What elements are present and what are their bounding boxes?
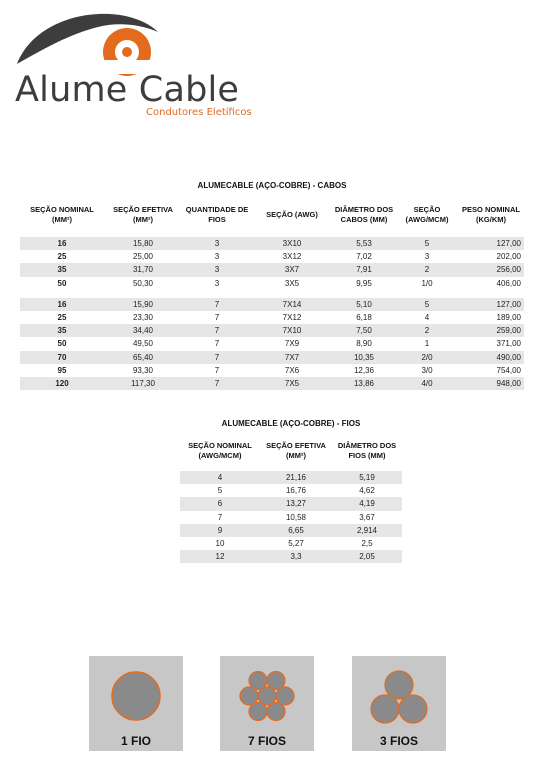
table-cell: 256,00 — [458, 263, 524, 276]
table-cell: 2/0 — [396, 351, 458, 364]
table-cell: 3X5 — [284, 278, 300, 288]
table-cell: 9,95 — [356, 278, 372, 288]
table-cell: 49,50 — [132, 339, 154, 349]
table-cell: 4 — [180, 471, 260, 484]
header-fios-diametro: DIÂMETRO DOS FIOS (MM) — [337, 441, 397, 460]
table-cell: 12 — [180, 550, 260, 563]
cabos-table-title: ALUMECABLE (AÇO-COBRE) - CABOS — [197, 181, 347, 190]
table-cell: 3,67 — [359, 512, 375, 522]
brand-name: Alume Cable — [15, 70, 240, 110]
table-cell: 490,00 — [458, 351, 524, 364]
illustration-label: 1 FIO — [120, 734, 151, 748]
table-cell: 31,70 — [104, 263, 182, 276]
table-cell: 7,02 — [356, 252, 372, 262]
illustration-label: 3 FIOS — [379, 734, 418, 748]
table-cell: 4,62 — [359, 486, 375, 496]
table-row — [20, 324, 524, 337]
cabos-table — [20, 192, 524, 390]
table-cell: 35 — [20, 324, 104, 337]
table-cell: 259,00 — [458, 324, 524, 337]
table-row — [20, 263, 524, 276]
table-cell: 3 — [214, 252, 220, 262]
table-cell: 7X7 — [252, 351, 332, 364]
table-cell: 120 — [20, 377, 104, 390]
header-secao-nominal: SEÇÃO NOMINAL (MM²) — [30, 204, 94, 224]
header-quantidade-fios: QUANTIDADE DE FIOS — [185, 204, 249, 224]
table-row — [180, 484, 402, 497]
table-cell: 21,16 — [260, 471, 332, 484]
table-cell: 25 — [57, 252, 67, 262]
header-peso-nominal: PESO NOMINAL (KG/KM) — [462, 204, 520, 224]
table-row — [180, 497, 402, 510]
table-cell: 7 — [214, 313, 220, 323]
table-cell: 7 — [214, 365, 220, 375]
table-cell: 7 — [182, 351, 252, 364]
table-cell: 3 — [182, 237, 252, 250]
brand-tagline: Condutores Eletíficos — [146, 107, 252, 118]
brand-logo — [0, 0, 300, 130]
table-cell: 371,00 — [496, 339, 521, 349]
table-cell: 25 — [57, 313, 67, 323]
table-cell: 65,40 — [104, 351, 182, 364]
table-row — [180, 550, 402, 563]
table-cell: 1/0 — [421, 278, 433, 288]
table-cell: 6,65 — [260, 524, 332, 537]
table-cell: 7X14 — [252, 298, 332, 311]
table-cell: 5 — [396, 237, 458, 250]
header-secao-awg-mcm: SEÇÃO (AWG/MCM) — [405, 204, 449, 224]
table-cell: 15,80 — [104, 237, 182, 250]
table-cell: 9 — [180, 524, 260, 537]
header-diametro-cabos: DIÂMETRO DOS CABOS (MM) — [334, 204, 394, 224]
table-cell: 10,58 — [285, 512, 307, 522]
cabos-header-row — [20, 192, 524, 237]
table-spacer-row — [20, 290, 524, 298]
table-row — [20, 237, 524, 250]
table-cell: 7 — [182, 377, 252, 390]
table-cell: 7 — [182, 298, 252, 311]
table-cell: 7X12 — [282, 313, 302, 323]
table-cell: 3 — [214, 278, 220, 288]
illustration-1-fio — [89, 656, 183, 751]
table-row — [180, 471, 402, 484]
table-cell: 4,19 — [332, 497, 402, 510]
table-row — [180, 537, 402, 550]
table-cell: 5 — [396, 298, 458, 311]
table-cell: 202,00 — [496, 252, 521, 262]
table-cell: 6 — [180, 497, 260, 510]
table-cell: 5,53 — [332, 237, 396, 250]
table-cell: 189,00 — [496, 313, 521, 323]
table-cell: 7 — [217, 512, 223, 522]
table-row — [20, 311, 524, 324]
table-cell: 7X5 — [252, 377, 332, 390]
table-cell: 3X7 — [252, 263, 332, 276]
table-row — [20, 277, 524, 290]
table-cell: 2 — [396, 263, 458, 276]
table-cell: 3X12 — [282, 252, 302, 262]
table-cell: 7X10 — [252, 324, 332, 337]
table-cell: 8,90 — [356, 339, 372, 349]
table-cell: 127,00 — [458, 237, 524, 250]
table-cell: 95 — [57, 365, 67, 375]
table-row — [20, 351, 524, 364]
table-cell: 50,30 — [132, 278, 154, 288]
table-cell: 7X6 — [284, 365, 300, 375]
table-cell: 406,00 — [496, 278, 521, 288]
table-cell: 13,86 — [332, 377, 396, 390]
table-cell: 5,10 — [332, 298, 396, 311]
table-cell: 16 — [20, 237, 104, 250]
table-row — [20, 337, 524, 350]
table-cell: 10,35 — [332, 351, 396, 364]
table-cell: 7 — [214, 339, 220, 349]
table-row — [20, 364, 524, 377]
table-cell: 50 — [57, 278, 67, 288]
table-cell: 7,50 — [332, 324, 396, 337]
spacer-cell — [20, 290, 524, 298]
table-cell: 93,30 — [132, 365, 154, 375]
table-cell: 2,5 — [361, 539, 373, 549]
header-secao-efetiva: SEÇÃO EFETIVA (MM²) — [113, 204, 173, 224]
table-cell: 6,18 — [356, 313, 372, 323]
table-cell: 34,40 — [104, 324, 182, 337]
illustration-7-fios — [220, 656, 314, 751]
table-cell: 127,00 — [458, 298, 524, 311]
header-secao-awg: SEÇÃO (AWG) — [266, 209, 318, 219]
illustration-label: 7 FIOS — [247, 734, 286, 748]
table-cell: 754,00 — [496, 365, 521, 375]
table-cell: 70 — [20, 351, 104, 364]
table-cell: 2,05 — [332, 550, 402, 563]
table-cell: 50 — [57, 339, 67, 349]
table-row — [180, 524, 402, 537]
table-row — [180, 511, 402, 524]
header-fios-secao-nominal: SEÇÃO NOMINAL (AWG/MCM) — [188, 441, 252, 460]
table-cell: 3X10 — [252, 237, 332, 250]
table-cell: 7X9 — [284, 339, 300, 349]
table-cell: 3 — [424, 252, 430, 262]
table-cell: 15,90 — [104, 298, 182, 311]
table-cell: 12,36 — [353, 365, 375, 375]
table-cell: 23,30 — [132, 313, 154, 323]
table-row — [20, 377, 524, 390]
table-cell: 5 — [217, 486, 223, 496]
header-fios-secao-efetiva: SEÇÃO EFETIVA (MM²) — [266, 441, 326, 460]
table-cell: 4 — [424, 313, 430, 323]
table-cell: 7,91 — [332, 263, 396, 276]
table-cell: 1 — [424, 339, 430, 349]
table-cell: 3/0 — [421, 365, 433, 375]
table-row — [20, 298, 524, 311]
table-cell: 35 — [20, 263, 104, 276]
table-cell: 16 — [20, 298, 104, 311]
fios-header-row — [180, 431, 402, 471]
fios-table — [180, 431, 402, 563]
table-cell: 5,27 — [288, 539, 304, 549]
table-cell: 10 — [215, 539, 225, 549]
table-cell: 3 — [182, 263, 252, 276]
table-cell: 5,19 — [332, 471, 402, 484]
fios-table-title: ALUMECABLE (AÇO-COBRE) - FIOS — [221, 419, 361, 428]
table-cell: 948,00 — [458, 377, 524, 390]
table-cell: 2,914 — [332, 524, 402, 537]
table-cell: 3,3 — [260, 550, 332, 563]
table-cell: 117,30 — [104, 377, 182, 390]
table-row — [20, 250, 524, 263]
table-cell: 4/0 — [396, 377, 458, 390]
illustration-3-fios — [352, 656, 446, 751]
table-cell: 2 — [396, 324, 458, 337]
table-cell: 7 — [182, 324, 252, 337]
table-cell: 16,76 — [285, 486, 307, 496]
table-cell: 13,27 — [260, 497, 332, 510]
table-cell: 25,00 — [132, 252, 154, 262]
